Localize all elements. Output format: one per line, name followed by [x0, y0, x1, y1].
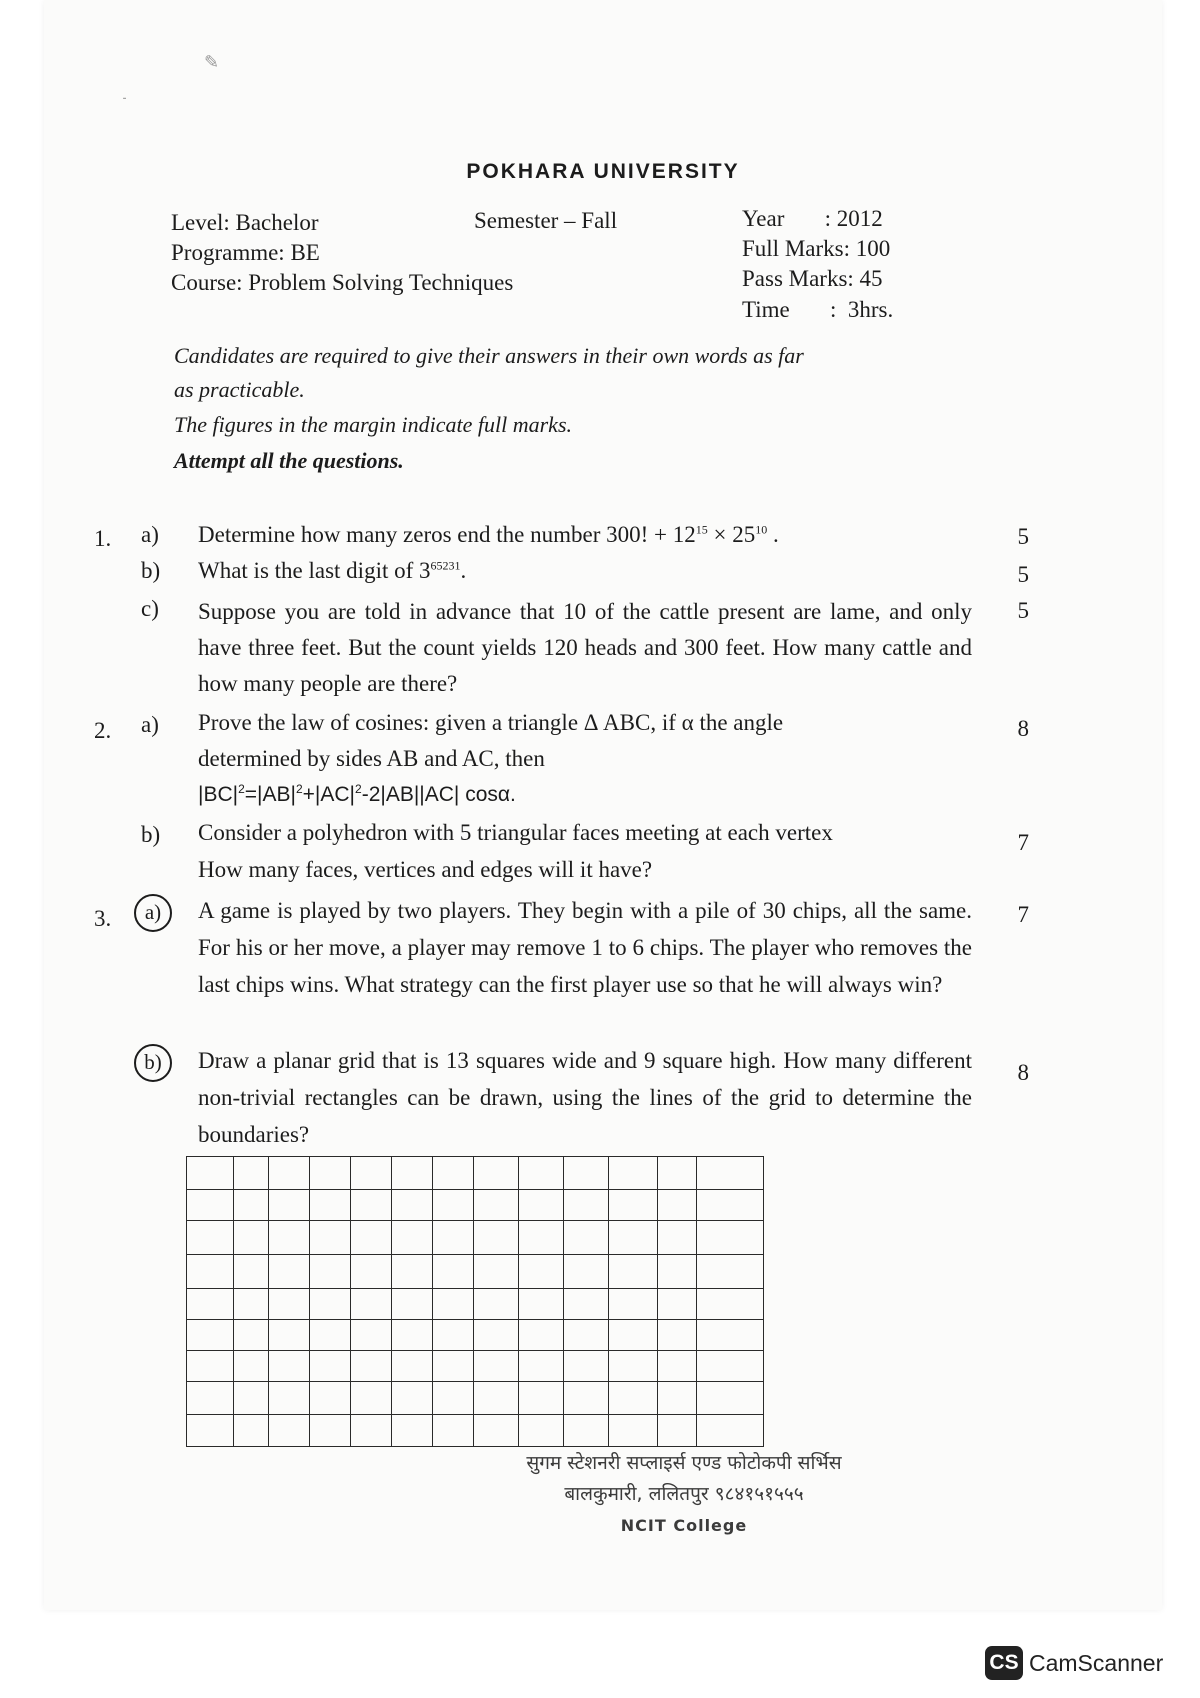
grid-cell: [474, 1415, 519, 1447]
grid-cell: [269, 1255, 310, 1289]
grid-cell: [519, 1289, 564, 1320]
grid-cell: [697, 1190, 764, 1221]
full-marks-label: Full Marks: 100: [742, 236, 891, 261]
grid-cell: [310, 1190, 351, 1221]
grid-cell: [519, 1320, 564, 1351]
grid-cell: [234, 1289, 269, 1320]
subquestion-label: b): [141, 558, 161, 583]
grid-cell: [269, 1351, 310, 1382]
grid-cell: [351, 1415, 392, 1447]
grid-cell: [351, 1289, 392, 1320]
grid-cell: [564, 1289, 609, 1320]
level-label: Level: Bachelor: [171, 210, 319, 235]
grid-row: [187, 1415, 764, 1447]
stamp-line: बालकुमारी, ललितपुर ९८४१५१५५५: [564, 1483, 804, 1505]
question-2b-line: Consider a polyhedron with 5 triangular faces meeting at each vertex: [198, 820, 833, 845]
grid-cell: [697, 1157, 764, 1190]
grid-cell: [234, 1255, 269, 1289]
grid-cell: [433, 1157, 474, 1190]
grid-cell: [658, 1382, 697, 1415]
grid-cell: [310, 1255, 351, 1289]
subquestion-label: a): [141, 712, 159, 737]
grid-cell: [519, 1255, 564, 1289]
grid-cell: [474, 1382, 519, 1415]
grid-row: [187, 1190, 764, 1221]
grid-cell: [658, 1320, 697, 1351]
grid-cell: [351, 1190, 392, 1221]
grid-cell: [609, 1289, 658, 1320]
grid-cell: [310, 1382, 351, 1415]
grid-cell: [609, 1415, 658, 1447]
grid-cell: [564, 1157, 609, 1190]
grid-cell: [269, 1320, 310, 1351]
grid-cell: [564, 1190, 609, 1221]
grid-cell: [697, 1289, 764, 1320]
semester-label: Semester – Fall: [474, 208, 618, 233]
marks: 8: [1017, 1060, 1029, 1085]
time-label: Time : 3hrs.: [742, 297, 894, 322]
grid-cell: [234, 1157, 269, 1190]
instruction-line: Candidates are required to give their answers in their own words as far: [174, 343, 804, 368]
grid-cell: [697, 1320, 764, 1351]
subquestion-label-circled: a): [134, 894, 172, 932]
grid-cell: [392, 1320, 433, 1351]
marks: 8: [1017, 716, 1029, 741]
grid-cell: [433, 1351, 474, 1382]
subquestion-label: c): [141, 596, 159, 621]
grid-cell: [519, 1157, 564, 1190]
grid-cell: [658, 1157, 697, 1190]
marks: 5: [1017, 524, 1029, 549]
grid-cell: [609, 1190, 658, 1221]
grid-cell: [697, 1351, 764, 1382]
grid-cell: [519, 1221, 564, 1255]
grid-cell: [234, 1190, 269, 1221]
grid-cell: [187, 1255, 234, 1289]
grid-cell: [392, 1190, 433, 1221]
grid-cell: [310, 1221, 351, 1255]
question-number: 2.: [94, 718, 112, 743]
grid-cell: [351, 1382, 392, 1415]
grid-cell: [269, 1221, 310, 1255]
grid-cell: [351, 1255, 392, 1289]
grid-cell: [519, 1190, 564, 1221]
grid-cell: [564, 1255, 609, 1289]
question-1c-text: Suppose you are told in advance that 10 of the cattle present are lame, and only have three feet. But the count yields 120 heads and 300 feet. How many cattle and how many people are there?: [198, 599, 972, 696]
instruction-line: Attempt all the questions.: [174, 448, 404, 473]
pass-marks-label: Pass Marks: 45: [742, 266, 883, 291]
scanned-page: [44, 0, 1162, 1610]
grid-cell: [234, 1221, 269, 1255]
question-number: 3.: [94, 906, 112, 931]
grid-cell: [697, 1415, 764, 1447]
question-3a-text: A game is played by two players. They begin with a pile of 30 chips, all the same. For his or her move, a player may remove 1 to 6 chips. The player who removes the last chips wins. What strategy can the first player use so that he will always win?: [198, 898, 972, 997]
university-title: POKHARA UNIVERSITY: [466, 160, 740, 183]
grid-cell: [187, 1415, 234, 1447]
grid-cell: [187, 1221, 234, 1255]
grid-cell: [474, 1157, 519, 1190]
grid-cell: [564, 1320, 609, 1351]
grid-cell: [609, 1157, 658, 1190]
camscanner-logo-icon: CS: [985, 1646, 1023, 1680]
marks: 5: [1017, 598, 1029, 623]
grid-cell: [564, 1351, 609, 1382]
grid-cell: [658, 1415, 697, 1447]
grid-row: [187, 1157, 764, 1190]
grid-cell: [474, 1255, 519, 1289]
question-3b-text: Draw a planar grid that is 13 squares wide and 9 square high. How many different non-trivial rectangles can be drawn, using the lines of the grid to determine the boundaries?: [198, 1048, 972, 1147]
grid-cell: [658, 1190, 697, 1221]
grid-cell: [519, 1382, 564, 1415]
grid-cell: [392, 1351, 433, 1382]
marks: 5: [1017, 562, 1029, 587]
grid-cell: [433, 1382, 474, 1415]
law-of-cosines-formula: $|BC|^2=|AB|^2+|AC|^2-2|AB||AC|$ cosα.: [198, 782, 516, 806]
marks: 7: [1017, 830, 1029, 855]
scan-speck: ✎: [204, 52, 220, 72]
grid-cell: [187, 1351, 234, 1382]
camscanner-text: CamScanner: [1029, 1649, 1164, 1676]
grid-cell: [392, 1289, 433, 1320]
grid-cell: [392, 1157, 433, 1190]
grid-cell: [187, 1289, 234, 1320]
programme-label: Programme: BE: [171, 240, 320, 265]
camscanner-watermark: [985, 1646, 1163, 1680]
grid-cell: [187, 1382, 234, 1415]
grid-cell: [351, 1351, 392, 1382]
grid-cell: [433, 1320, 474, 1351]
grid-cell: [392, 1382, 433, 1415]
grid-row: [187, 1255, 764, 1289]
stamp-line: सुगम स्टेशनरी सप्लाइर्स एण्ड फोटोकपी सर्भिस: [526, 1452, 842, 1474]
grid-cell: [474, 1320, 519, 1351]
grid-table: [186, 1156, 764, 1447]
grid-cell: [234, 1320, 269, 1351]
question-number: 1.: [94, 526, 112, 551]
grid-cell: [392, 1255, 433, 1289]
subquestion-label-circled: b): [134, 1044, 172, 1082]
grid-cell: [564, 1415, 609, 1447]
question-2b-line: How many faces, vertices and edges will it have?: [198, 857, 653, 882]
grid-cell: [474, 1221, 519, 1255]
grid-cell: [351, 1221, 392, 1255]
question-2a-line: Prove the law of cosines: given a triangle Δ ABC, if α the angle: [198, 710, 784, 735]
grid-cell: [609, 1320, 658, 1351]
grid-cell: [433, 1289, 474, 1320]
grid-cell: [234, 1382, 269, 1415]
grid-cell: [474, 1289, 519, 1320]
grid-cell: [433, 1255, 474, 1289]
grid-cell: [269, 1382, 310, 1415]
grid-cell: [609, 1221, 658, 1255]
marks: 7: [1017, 902, 1029, 927]
grid-row: [187, 1221, 764, 1255]
grid-cell: [351, 1320, 392, 1351]
grid-cell: [433, 1221, 474, 1255]
course-label: Course: Problem Solving Techniques: [171, 270, 514, 295]
grid-cell: [474, 1190, 519, 1221]
grid-cell: [697, 1221, 764, 1255]
grid-cell: [697, 1255, 764, 1289]
grid-cell: [474, 1351, 519, 1382]
grid-cell: [234, 1351, 269, 1382]
scan-speck: ⁃: [122, 94, 127, 105]
grid-cell: [234, 1415, 269, 1447]
grid-cell: [351, 1157, 392, 1190]
planar-grid-figure: [186, 1156, 764, 1447]
grid-cell: [658, 1255, 697, 1289]
grid-cell: [310, 1289, 351, 1320]
grid-cell: [658, 1289, 697, 1320]
grid-row: [187, 1351, 764, 1382]
grid-cell: [697, 1382, 764, 1415]
grid-row: [187, 1320, 764, 1351]
grid-cell: [658, 1351, 697, 1382]
question-1a-text: Determine how many zeros end the number 300! + $12^{15} \times 25^{10}$ .: [198, 522, 779, 547]
grid-cell: [609, 1255, 658, 1289]
grid-cell: [187, 1320, 234, 1351]
grid-cell: [433, 1415, 474, 1447]
grid-cell: [310, 1415, 351, 1447]
grid-cell: [310, 1157, 351, 1190]
instruction-line: The figures in the margin indicate full marks.: [174, 412, 573, 437]
grid-cell: [392, 1221, 433, 1255]
year-label: Year : 2012: [742, 206, 883, 231]
grid-cell: [310, 1351, 351, 1382]
grid-cell: [564, 1382, 609, 1415]
grid-row: [187, 1289, 764, 1320]
grid-cell: [269, 1415, 310, 1447]
grid-cell: [269, 1157, 310, 1190]
grid-row: [187, 1382, 764, 1415]
question-1b-text: What is the last digit of $3^{65231}$.: [198, 558, 467, 583]
grid-cell: [519, 1415, 564, 1447]
grid-cell: [609, 1351, 658, 1382]
grid-cell: [269, 1190, 310, 1221]
grid-cell: [519, 1351, 564, 1382]
grid-cell: [564, 1221, 609, 1255]
instruction-line: as practicable.: [174, 377, 305, 402]
grid-cell: [187, 1190, 234, 1221]
grid-cell: [658, 1221, 697, 1255]
grid-cell: [392, 1415, 433, 1447]
grid-cell: [187, 1157, 234, 1190]
subquestion-label: a): [141, 522, 159, 547]
grid-cell: [609, 1382, 658, 1415]
grid-cell: [433, 1190, 474, 1221]
subquestion-label: b): [141, 822, 161, 847]
grid-cell: [310, 1320, 351, 1351]
question-2a-line: determined by sides AB and AC, then: [198, 746, 545, 771]
printer-stamp: [484, 1448, 884, 1541]
stamp-line: NCIT College: [620, 1516, 748, 1535]
grid-cell: [269, 1289, 310, 1320]
